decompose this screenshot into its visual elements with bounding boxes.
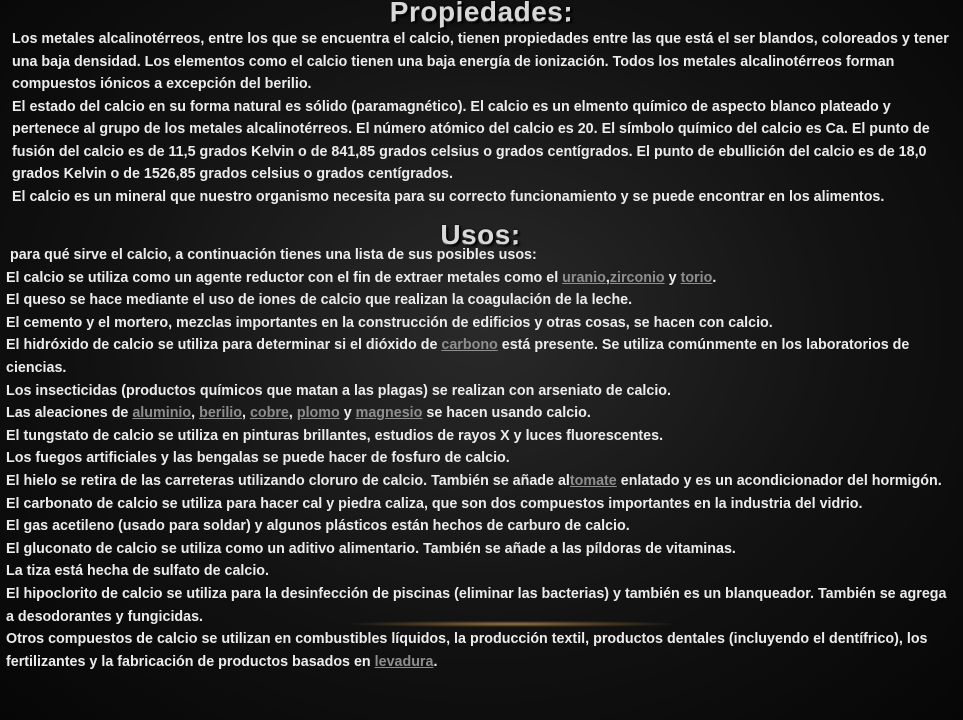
uso-item xyxy=(6,267,956,290)
link-aluminio[interactable]: aluminio xyxy=(132,405,192,422)
propiedades-text xyxy=(12,28,954,208)
usos-list xyxy=(6,244,956,673)
uso-text: , xyxy=(288,405,297,422)
link-levadura[interactable]: levadura xyxy=(374,653,434,670)
uso-item: El gluconato de calcio se utiliza como un aditivo alimentario. También se añade a las píldoras de vitaminas. xyxy=(6,540,736,557)
link-carbono[interactable]: carbono xyxy=(441,337,498,354)
link-tomate[interactable]: tomate xyxy=(569,472,617,489)
uso-item: Los fuegos artificiales y las bengalas se puede hacer de fosfuro de calcio. xyxy=(6,450,510,467)
uso-item: El gas acetileno (usado para soldar) y algunos plásticos están hechos de carburo de calcio. xyxy=(6,518,630,535)
uso-item: El tungstato de calcio se utiliza en pinturas brillantes, estudios de rayos X y luces fluorescentes. xyxy=(6,427,664,444)
propiedades-paragraph-3: El calcio es un mineral que nuestro organismo necesita para su correcto funcionamiento y se puede encontrar en los alimentos. xyxy=(12,188,885,205)
link-uranio[interactable]: uranio xyxy=(562,269,606,286)
uso-text: , xyxy=(605,269,610,286)
link-magnesio[interactable]: magnesio xyxy=(355,405,423,422)
uso-text: Otros compuestos de calcio se utilizan en combustibles líquidos, la producción textil, productos dentales (incluyendo el dentífrico), los fertilizantes y la fabricación de productos basados en xyxy=(6,631,928,670)
uso-text: El hidróxido de calcio se utiliza para determinar si el dióxido de xyxy=(6,337,442,354)
link-cobre[interactable]: cobre xyxy=(249,405,289,422)
uso-item xyxy=(6,334,956,379)
uso-text: está presente. Se utiliza comúnmente en los laboratorios de ciencias. xyxy=(6,337,910,376)
link-torio[interactable]: torio xyxy=(680,269,713,286)
propiedades-paragraph-2: El estado del calcio en su forma natural es sólido (paramagnético). El calcio es un elmento químico de aspecto blanco plateado y pertenece al grupo de los metales alcalinotérreos. El número atómico del calcio es 20. El símbolo químico del calcio es Ca. El punto de fusión del calcio es de 11,5 grados Kelvin o de 841,85 grados celsius o grados centígrados. El punto de ebullición del calcio es de 18,0 grados Kelvin o de 1526,85 grados celsius o grados centígrados. xyxy=(12,98,930,182)
uso-item xyxy=(6,402,956,425)
uso-text: El hielo se retira de las carreteras utilizando cloruro de calcio. También se añade al xyxy=(6,472,570,489)
uso-text: se hacen usando calcio. xyxy=(422,405,591,422)
link-zirconio[interactable]: zirconio xyxy=(609,269,665,286)
uso-item: El cemento y el mortero, mezclas importantes en la construcción de edificios y otras cosas, se hacen con calcio. xyxy=(6,314,773,331)
uso-text: Las aleaciones de xyxy=(6,405,133,422)
link-berilio[interactable]: berilio xyxy=(199,405,242,422)
uso-item: El hipoclorito de calcio se utiliza para la desinfección de piscinas (eliminar las bacterias) y también es un blanqueador. También se agrega a desodorantes y fungicidas. xyxy=(6,585,947,625)
uso-text: . xyxy=(712,269,717,286)
uso-text: , xyxy=(191,405,200,422)
uso-text: El calcio se utiliza como un agente reductor con el fin de extraer metales como el xyxy=(6,269,563,286)
usos-intro: para qué sirve el calcio, a continuación tienes una lista de sus posibles usos: xyxy=(10,247,537,263)
uso-text: y xyxy=(339,405,356,422)
uso-item xyxy=(6,470,956,493)
uso-text: , xyxy=(242,405,250,422)
uso-item: El queso se hace mediante el uso de iones de calcio que realizan la coagulación de la leche. xyxy=(6,292,633,309)
uso-item: El carbonato de calcio se utiliza para hacer cal y piedra caliza, que son dos compuestos importantes en la industria del vidrio. xyxy=(6,495,863,512)
uso-item xyxy=(6,628,956,673)
link-plomo[interactable]: plomo xyxy=(296,405,340,422)
usos-title: Usos: xyxy=(440,219,521,250)
uso-item: La tiza está hecha de sulfato de calcio. xyxy=(6,563,269,580)
propiedades-title: Propiedades: xyxy=(389,0,574,27)
propiedades-paragraph-1: Los metales alcalinotérreos, entre los que se encuentra el calcio, tienen propiedades entre las que está el ser blandos, coloreados y tener una baja densidad. Los elementos como el calcio tienen una baja energía de ionización. Todos los metales alcalinotérreos forman compuestos iónicos a excepción del berilio. xyxy=(12,31,949,92)
uso-text: . xyxy=(433,653,438,670)
uso-text: enlatado y es un acondicionador del hormigón. xyxy=(616,472,942,489)
uso-item: Los insecticidas (productos químicos que matan a las plagas) se realizan con arseniato de calcio. xyxy=(6,382,672,399)
uso-text: y xyxy=(664,269,681,286)
